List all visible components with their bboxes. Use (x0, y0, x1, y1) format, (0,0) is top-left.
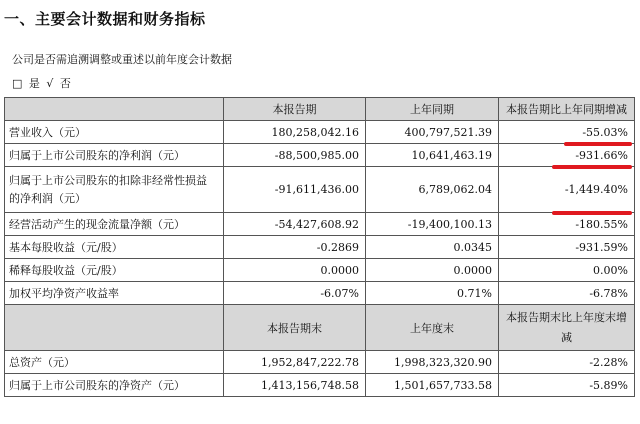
row-label: 总资产（元） (5, 351, 224, 374)
table-row (5, 167, 635, 213)
prior-value: 1,501,657,733.58 (366, 374, 499, 397)
current-value: 0.0000 (224, 259, 366, 282)
change-value: -5.89% (499, 374, 635, 397)
checkbox-icon: □ (12, 77, 23, 90)
current-value: -91,611,436.00 (224, 167, 366, 213)
table-row (5, 121, 635, 144)
prior-value: 0.0000 (366, 259, 499, 282)
table-row (5, 259, 635, 282)
change-value: -55.03% (499, 121, 635, 144)
highlight-underline (552, 211, 632, 215)
row-label: 归属于上市公司股东的净利润（元） (5, 144, 224, 167)
prior-value: 0.0345 (366, 236, 499, 259)
option-yes: 是 (28, 77, 40, 90)
header-period-end: 本报告期末 (224, 305, 366, 351)
table-row (5, 351, 635, 374)
current-value: 180,258,042.16 (224, 121, 366, 144)
change-value: -2.28% (499, 351, 635, 374)
prior-value: 400,797,521.39 (366, 121, 499, 144)
prior-value: -19,400,100.13 (366, 213, 499, 236)
table-row (5, 282, 635, 305)
highlight-underline (552, 165, 632, 169)
prior-value: 10,641,463.19 (366, 144, 499, 167)
table-header-row-2 (5, 305, 635, 351)
current-value: -54,427,608.92 (224, 213, 366, 236)
change-value: -931.59% (499, 236, 635, 259)
check-mark-icon: √ (46, 77, 54, 90)
current-value: 1,952,847,222.78 (224, 351, 366, 374)
table-row (5, 374, 635, 397)
highlight-underline (564, 142, 632, 146)
row-label: 稀释每股收益（元/股） (5, 259, 224, 282)
change-value: -931.66% (499, 144, 635, 167)
header-change: 本报告期比上年同期增减 (499, 98, 635, 121)
row-label: 归属于上市公司股东的扣除非经常性损益的净利润（元） (5, 167, 224, 213)
option-no: 否 (59, 77, 71, 90)
current-value: 1,413,156,748.58 (224, 374, 366, 397)
row-label: 加权平均净资产收益率 (5, 282, 224, 305)
table-row (5, 236, 635, 259)
current-value: -0.2869 (224, 236, 366, 259)
header-blank-cell (5, 98, 224, 121)
header-current-period: 本报告期 (224, 98, 366, 121)
change-value: 0.00% (499, 259, 635, 282)
header-prior-period: 上年同期 (366, 98, 499, 121)
section-title: 一、主要会计数据和财务指标 (4, 10, 206, 28)
restatement-question: 公司是否需追溯调整或重述以前年度会计数据 (12, 53, 232, 66)
table-row (5, 144, 635, 167)
restatement-options (12, 75, 74, 91)
table-header-row (5, 98, 635, 121)
header-change-since-year-end: 本报告期末比上年度末增减 (499, 305, 635, 351)
current-value: -88,500,985.00 (224, 144, 366, 167)
change-value: -6.78% (499, 282, 635, 305)
prior-value: 1,998,323,320.90 (366, 351, 499, 374)
change-value: -180.55% (499, 213, 635, 236)
change-value: -1,449.40% (499, 167, 635, 213)
prior-value: 0.71% (366, 282, 499, 305)
table-row (5, 213, 635, 236)
header-blank-cell (5, 305, 224, 351)
header-prior-year-end: 上年度末 (366, 305, 499, 351)
row-label: 经营活动产生的现金流量净额（元） (5, 213, 224, 236)
financial-indicators-table (4, 97, 635, 397)
row-label: 营业收入（元） (5, 121, 224, 144)
row-label: 基本每股收益（元/股） (5, 236, 224, 259)
row-label: 归属于上市公司股东的净资产（元） (5, 374, 224, 397)
prior-value: 6,789,062.04 (366, 167, 499, 213)
current-value: -6.07% (224, 282, 366, 305)
